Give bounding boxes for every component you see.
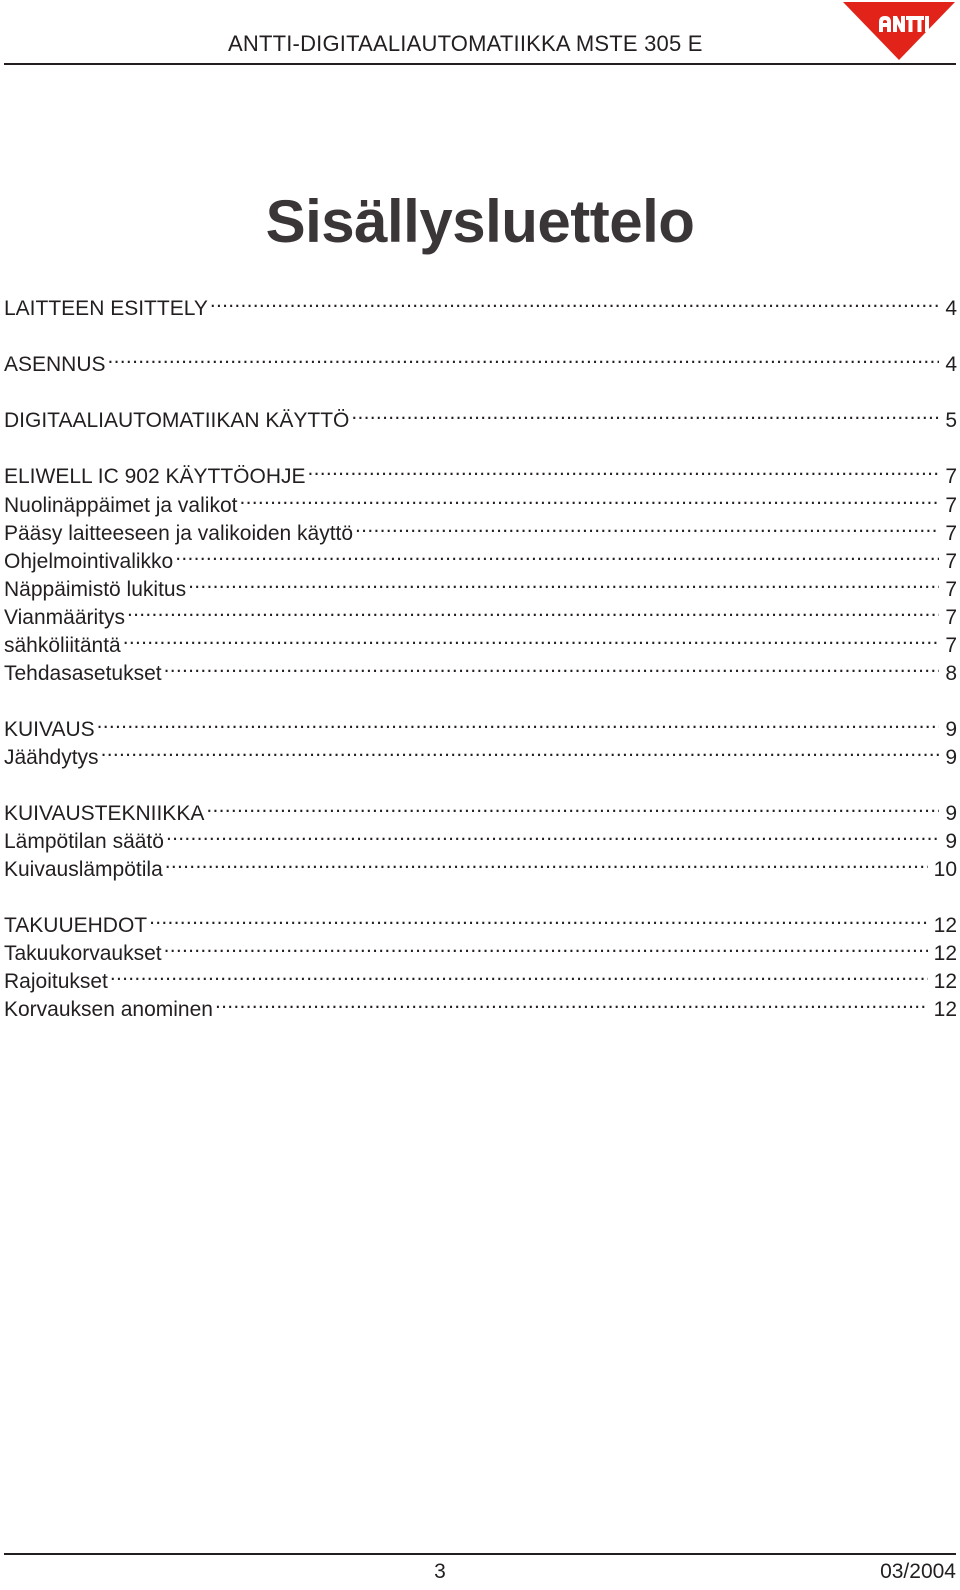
toc-leader-dots (215, 988, 928, 1016)
toc-entry-page: 9 (945, 718, 957, 741)
toc-leader-dots (206, 792, 939, 820)
footer-rule (4, 1553, 956, 1555)
toc-entry-page: 5 (945, 409, 957, 432)
toc-leader-dots (164, 932, 928, 960)
toc-entry (4, 568, 957, 601)
toc-entry-page: 8 (945, 662, 957, 685)
toc-leader-dots (149, 904, 928, 932)
toc-leader-dots (308, 455, 940, 483)
toc-entry-label: Jäähdytys (4, 746, 99, 769)
toc-entry-label: Rajoitukset (4, 970, 108, 993)
toc-entry (4, 540, 957, 573)
toc-leader-dots (108, 343, 940, 371)
toc-entry (4, 736, 957, 769)
toc-entry (4, 932, 957, 965)
toc-entry-page: 12 (933, 970, 957, 993)
toc-entry (4, 455, 957, 488)
toc-entry-page: 7 (945, 550, 957, 573)
toc-entry-label: KUIVAUSTEKNIIKKA (4, 802, 205, 825)
toc-entry-label: LAITTEEN ESITTELY (4, 297, 208, 320)
toc-leader-dots (175, 540, 939, 568)
toc-entry-page: 4 (945, 297, 957, 320)
toc-leader-dots (355, 512, 939, 540)
toc-entry-page: 7 (945, 494, 957, 517)
toc-entry-page: 7 (945, 634, 957, 657)
toc-entry-label: Ohjelmointivalikko (4, 550, 174, 573)
toc-entry-page: 7 (945, 606, 957, 629)
footer-page-number: 3 (434, 1560, 446, 1583)
toc-entry-page: 7 (945, 578, 957, 601)
toc-entry (4, 596, 957, 629)
toc-leader-dots (101, 736, 940, 764)
toc-entry-label: Kuivauslämpötila (4, 858, 163, 881)
toc-entry-page: 9 (945, 830, 957, 853)
toc-entry-label: Korvauksen anominen (4, 998, 213, 1021)
toc-entry-page: 9 (945, 746, 957, 769)
toc-entry (4, 960, 957, 993)
toc-entry (4, 624, 957, 657)
toc-leader-dots (166, 820, 939, 848)
toc-leader-dots (110, 960, 928, 988)
page-title: Sisällysluettelo (265, 188, 695, 255)
toc-entry (4, 904, 957, 937)
toc-entry-page: 7 (945, 522, 957, 545)
toc-entry (4, 708, 957, 741)
toc-entry-page: 10 (933, 858, 957, 881)
toc-entry (4, 652, 957, 685)
toc-entry (4, 343, 957, 376)
toc-entry (4, 484, 957, 517)
toc-entry-label: sähköliitäntä (4, 634, 121, 657)
document-header-title: ANTTI-DIGITAALIAUTOMATIIKKA MSTE 305 E (228, 31, 703, 56)
toc-entry-label: TAKUUEHDOT (4, 914, 148, 937)
toc-entry-label: Lämpötilan säätö (4, 830, 164, 853)
toc-leader-dots (164, 652, 940, 680)
toc-entry-page: 4 (945, 353, 957, 376)
toc-entry-page: 7 (945, 465, 957, 488)
toc-entry-page: 12 (933, 914, 957, 937)
table-of-contents (4, 0, 957, 1100)
toc-entry-label: Vianmääritys (4, 606, 125, 629)
toc-entry-page: 9 (945, 802, 957, 825)
toc-entry (4, 988, 957, 1021)
toc-leader-dots (239, 484, 939, 512)
toc-entry-label: Takuukorvaukset (4, 942, 162, 965)
toc-leader-dots (127, 596, 939, 624)
toc-entry-label: Näppäimistö lukitus (4, 578, 187, 601)
toc-leader-dots (351, 399, 939, 427)
toc-entry (4, 820, 957, 853)
footer-date: 03/2004 (880, 1560, 956, 1583)
toc-entry-label: ELIWELL IC 902 KÄYTTÖOHJE (4, 465, 306, 488)
toc-leader-dots (165, 848, 928, 876)
toc-entry (4, 287, 957, 320)
toc-entry-label: Tehdasasetukset (4, 662, 162, 685)
toc-leader-dots (188, 568, 939, 596)
toc-entry-page: 12 (933, 998, 957, 1021)
toc-entry (4, 512, 957, 545)
toc-entry-label: KUIVAUS (4, 718, 95, 741)
toc-leader-dots (97, 708, 940, 736)
toc-leader-dots (210, 287, 939, 315)
toc-entry (4, 399, 957, 432)
toc-entry (4, 792, 957, 825)
toc-entry (4, 848, 957, 881)
toc-entry-label: ASENNUS (4, 353, 106, 376)
toc-entry-page: 12 (933, 942, 957, 965)
toc-entry-label: DIGITAALIAUTOMATIIKAN KÄYTTÖ (4, 409, 350, 432)
toc-entry-label: Nuolinäppäimet ja valikot (4, 494, 238, 517)
toc-leader-dots (123, 624, 940, 652)
toc-entry-label: Pääsy laitteeseen ja valikoiden käyttö (4, 522, 354, 545)
